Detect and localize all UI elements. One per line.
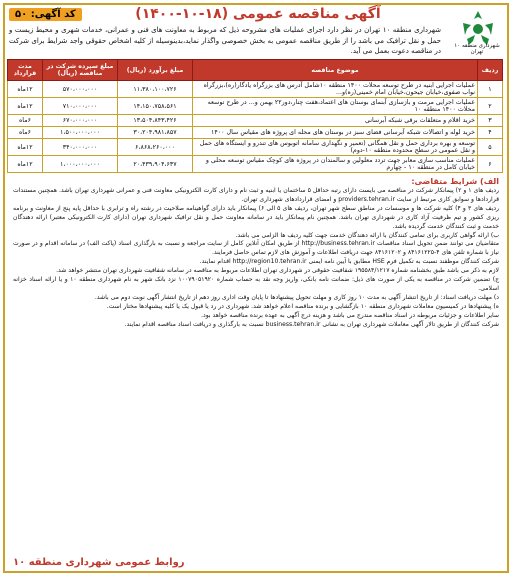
condition-item: سایر اطلاعات و جزئیات مربوطه در اسناد مناقصه مندرج می باشد و هزینه درج آگهی به عهده برنده مناقصه خواهد بود. [201,311,499,319]
cell-guarantee: ۱،۵۰۰،۰۰۰،۰۰۰ [43,127,118,139]
cell-estimate: ۱۳،۵۰۴،۸۴۳،۴۲۶ [118,115,193,127]
cell-guarantee: ۳۴۰،۰۰۰،۰۰۰ [43,139,118,156]
tender-table [7,59,503,173]
cell-idx: ۶ [478,156,503,173]
condition-item: د) مهلت دریافت اسناد: از تاریخ انتشار آگهی به مدت ۱۰ روز کاری و مهلت تحویل پیشنهادها تا پایان وقت اداری روز دهم از تاریخ انتشار آگهی نوبت دوم می باشد. [94,293,499,301]
condition-item: متقاضیان می توانند ضمن تحویل اسناد مناقصات http://business.tehran.ir از طریق امکان آنلاین کامل از سایت مراجعه و نسبت به بارگذاری اسناد (پاکت الف) در سامانه اقدام و در صورت نیاز با شماره تلفن های ۴-۸۴۱۶۱۲۲۵ و ۸۴۱۶۱۲۰۲ جهت دریافت اطلاعات و آموزش های لازم تماس حاصل فرمایند. [13,240,499,257]
condition-item: ب) ارائه گواهی کاربری برای تمامی کنندگان با ارائه دهندگان خدمت جهت کلیه ردیف ها الزامی می باشد. [235,231,499,239]
table-row [8,81,503,98]
cell-subject: خرید لوله و اتصالات شبکه آبرسانی فضای سبز در بوستان های محله ای پروژه های مقیاس سال ۱۴۰۰ [193,127,478,139]
cell-subject: توسعه و بهره برداری حمل و نقل همگانی (تعمیر و نگهداری سامانه اتوبوس های تندرو و ایستگاه های حمل و نقل عمومی در سطح محدوده منطقه ۱۰-دوم) [193,139,478,156]
cell-duration: ۱۲ماه [8,139,43,156]
cell-guarantee: ۱،۰۰۰،۰۰۰،۰۰۰ [43,156,118,173]
col-header-subject: موضوع مناقصه [193,60,478,81]
condition-item: ه) پیشنهادها در کمیسیون معاملات شهرداری منطقه ۱۰ بازگشایی و برنده مناقصه اعلام خواهد شد. شهرداری در رد یا قبول یک یا کلیه پیشنهادها مختار است. [106,302,499,310]
intro-paragraph: شهرداری منطقه ۱۰ تهران در نظر دارد اجرای عملیات های مشروحه ذیل که مربوط به معاونت های فنی و عمرانی، خدمات شهری و محیط زیست و حمل و نقل ترافیک می باشد را از طریق مناقصه عمومی به بخش خصوصی واگذار نماید،بدینوسیله از کلیه اشخاص حقوقی واجد شرایط برای شرکت در مناقصه دعوت بعمل می آید. [9,26,441,55]
col-header-estimate: مبلغ برآورد (ریال) [118,60,193,81]
cell-idx: ۲ [478,98,503,115]
logo-caption: شهرداری منطقه ۱۰ تهران [454,43,500,55]
condition-item: ردیف های ۳ و ۴) کلیه شرکت ها و موسسات در مناطق سطح شهر تهران، ردیف های ۵ الی ۶) پیمانکار باید دارای گواهینامه صلاحیت در رشته راه و ترابری با حداقل پایه پنج از معاونت و برنامه ریزی کشور و تیم ظرفیت آزاد کاری در شهرداری تهران باشد. همچنین نام پیمانکار باید در سامانه معاونت حمل و نقل ترافیک شهرداری تهران (دارای کارت الکترونیکی معتبر) ارائه دهندگان خدمت و ثبت کنندگان خدمت گردیده باشد. [13,204,499,230]
conditions-list [5,187,507,330]
ad-code-badge: کد آگهی: ۵۰ [9,8,82,21]
cell-subject: عملیات اجرایی مرمت و بازسازی آبنمای بوستان های اعتماد،هفت چنار،دور۲۲ بهمن و... در طرح توسعه محلات ۱۴۰۰ منطقه ۱۰ [193,98,478,115]
conditions-heading: الف) شرایط متقاضی: [411,177,499,186]
cell-duration: ۱۲ماه [8,81,43,98]
cell-estimate: ۱۴،۱۵۰،۷۵۸،۵۶۱ [118,98,193,115]
condition-item: شرکت کنندگان موظفند نسبت به تکمیل فرم HSE مطابق با آیین نامه ایمنی http://region10.tehran.ir اقدام نمایند. [199,258,499,266]
cell-estimate: ۲۰،۴۳۹،۹۰۴،۶۳۷ [118,156,193,173]
table-row [8,127,503,139]
table-row [8,156,503,173]
cell-idx: ۳ [478,115,503,127]
cell-idx: ۱ [478,81,503,98]
cell-subject: عملیات اجرایی ابنیه در طرح توسعه محلات ۱۴۰۰ منطقه ۱۰شامل آدرس های بزرگراه یادگار(ره)،بزرگراه نواب صفوی،خیابان جیحون،خیابان امام خمینی(ره)و... [193,81,478,98]
cell-guarantee: ۷۱۰،۰۰۰،۰۰۰ [43,98,118,115]
cell-guarantee: ۵۷۰،۰۰۰،۰۰۰ [43,81,118,98]
table-header-row [8,60,503,81]
cell-duration: ۱۲ماه [8,156,43,173]
cell-duration: ۶ماه [8,115,43,127]
cell-duration: ۶ماه [8,127,43,139]
public-relations-signature: روابط عمومی شهرداری منطقه ۱۰ [13,557,185,568]
cell-duration: ۱۲ماه [8,98,43,115]
col-header-idx: ردیف [478,60,503,81]
col-header-duration: مدت قرارداد [8,60,43,81]
cell-estimate: ۶،۸۶۸،۲۶۰،۰۰۰ [118,139,193,156]
cell-subject: عملیات مناسب سازی معابر جهت تردد معلولین و سالمندان در پروژه های کوچک مقیاس توسعه محلی و خیابان کامل در منطقه ۱۰ - چهارم [193,156,478,173]
cell-estimate: ۱۱،۳۸۰،۱۰۰،۷۲۶ [118,81,193,98]
cell-estimate: ۳۰،۲۰۴،۹۸۱،۸۵۷ [118,127,193,139]
cell-subject: خرید اقلام و متعلقات برقی شبکه آبرسانی [193,115,478,127]
condition-item: لازم به ذکر می باشد طبق بخشنامه شماره ۱۹۵۵۸۴/۱۲۱۷ شفافیت حقوقی در شهرداری تهران اطلاعات مربوط به مناقصه در سامانه شفافیت شهرداری تهران منتشر خواهد شد. [56,267,499,275]
tender-notice [3,3,509,573]
condition-item: شرکت کنندگان از طریق تالار آگهی معاملات شهرداری تهران به نشانی business.tehran.ir نسبت به بارگذاری و دریافت اسناد مناقصه اقدام نمایند. [124,320,499,328]
cell-idx: ۴ [478,127,503,139]
notice-header [5,5,507,57]
cell-idx: ۵ [478,139,503,156]
condition-item: ج) تضمین شرکت در مناقصه به یکی از صورت های ذیل: ضمانت نامه بانکی، واریز وجه نقد به حساب شماره ۱۰۰۷۹۰۵۱۹۲۰ نزد بانک شهر به نام شهرداری منطقه ۱۰ و یا ارائه اسناد خزانه اسلامی. [13,276,500,292]
table-row [8,139,503,156]
page-title: آگهی مناقصه عمومی (۱۸-۱۰-۱۴۰۰) [135,6,381,22]
col-header-guarantee: مبلغ سپرده شرکت در مناقصه (ریال) [43,60,118,81]
cell-guarantee: ۶۷۰،۰۰۰،۰۰۰ [43,115,118,127]
table-row [8,115,503,127]
condition-item: ردیف های ۱ و ۲) پیمانکار شرکت در مناقصه می بایست دارای رتبه حداقل ۵ ساختمان یا ابنیه و ثبت نام و دارای کارت الکترونیکی معاونت فنی و عمرانی شهرداری تهران باشد. همچنین مستندات قراردادها و سوابق کاری مرتبط از سایت providers.tehran.ir و امضای قراردادهای شهرداری تهران. [13,187,499,203]
table-row [8,98,503,115]
